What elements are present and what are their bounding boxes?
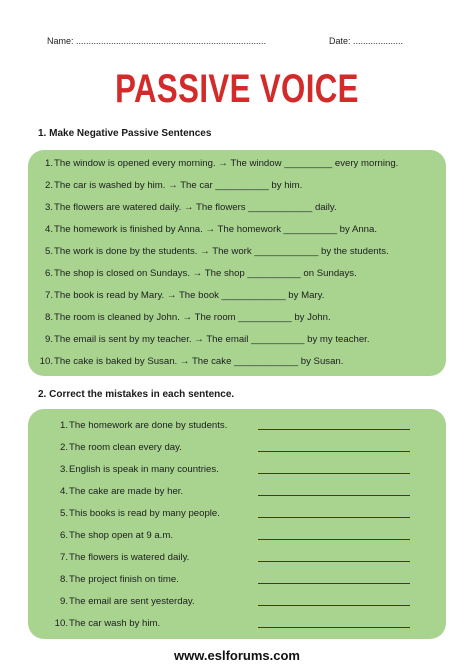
answer-line[interactable] [258, 605, 410, 606]
item-number: 5. [44, 246, 53, 257]
item-sentence: The window is opened every morning. → The window _________ every morning. [54, 158, 399, 169]
item-sentence: The work is done by the students. → The work ____________ by the students. [54, 246, 389, 257]
item-sentence: The car wash by him. [69, 618, 161, 629]
item-sentence: The homework is finished by Anna. → The homework __________ by Anna. [54, 224, 378, 235]
item-number: 4. [59, 486, 68, 497]
section2-panel [28, 409, 446, 639]
section2-item [28, 461, 446, 479]
section2-item [28, 571, 446, 589]
section2-item [28, 483, 446, 501]
item-sentence: The email is sent by my teacher. → The email __________ by my teacher. [54, 334, 370, 345]
item-sentence: The flowers is watered daily. [69, 552, 190, 563]
item-number: 3. [44, 202, 53, 213]
item-sentence: The book is read by Mary. → The book ____________ by Mary. [54, 290, 325, 301]
item-sentence: The email are sent yesterday. [69, 596, 195, 607]
item-sentence: The room clean every day. [69, 442, 182, 453]
date-line: Date: .................... [329, 36, 404, 46]
item-number: 8. [44, 312, 53, 323]
section1-item [28, 309, 446, 327]
section2-item [28, 615, 446, 633]
section2-item [28, 527, 446, 545]
section2-item [28, 505, 446, 523]
item-sentence: English is speak in many countries. [69, 464, 219, 475]
item-number: 1. [59, 420, 68, 431]
section1-item [28, 331, 446, 349]
answer-line[interactable] [258, 583, 410, 584]
name-line: Name: ............................................................................ [47, 36, 267, 46]
answer-line[interactable] [258, 451, 410, 452]
item-sentence: This books is read by many people. [69, 508, 220, 519]
item-sentence: The flowers are watered daily. → The flowers ____________ daily. [54, 202, 337, 213]
section1-item [28, 199, 446, 217]
section1-item [28, 287, 446, 305]
item-number: 4. [44, 224, 53, 235]
item-sentence: The shop open at 9 a.m. [69, 530, 173, 541]
item-number: 9. [44, 334, 53, 345]
item-number: 2. [44, 180, 53, 191]
section1-item [28, 177, 446, 195]
item-number: 1. [44, 158, 53, 169]
item-number: 5. [59, 508, 68, 519]
item-number: 10. [39, 356, 53, 367]
item-sentence: The cake are made by her. [69, 486, 184, 497]
answer-line[interactable] [258, 495, 410, 496]
item-sentence: The car is washed by him. → The car __________ by him. [54, 180, 303, 191]
footer-website: www.eslforums.com [174, 648, 300, 663]
item-sentence: The project finish on time. [69, 574, 179, 585]
item-number: 3. [59, 464, 68, 475]
section1-item [28, 155, 446, 173]
item-number: 6. [44, 268, 53, 279]
item-number: 10. [54, 618, 68, 629]
section1-item [28, 221, 446, 239]
item-number: 6. [59, 530, 68, 541]
answer-line[interactable] [258, 627, 410, 628]
section1-panel [28, 150, 446, 376]
item-sentence: The homework are done by students. [69, 420, 228, 431]
item-sentence: The room is cleaned by John. → The room __________ by John. [54, 312, 331, 323]
item-sentence: The cake is baked by Susan. → The cake ____________ by Susan. [54, 356, 344, 367]
answer-line[interactable] [258, 429, 410, 430]
section2-item [28, 593, 446, 611]
answer-line[interactable] [258, 473, 410, 474]
section1-item [28, 353, 446, 371]
answer-line[interactable] [258, 539, 410, 540]
section2-item [28, 417, 446, 435]
answer-line[interactable] [258, 561, 410, 562]
section1-heading: 1. Make Negative Passive Sentences [38, 128, 212, 139]
item-number: 2. [59, 442, 68, 453]
item-number: 7. [59, 552, 68, 563]
section2-heading: 2. Correct the mistakes in each sentence. [38, 389, 235, 400]
section2-item [28, 439, 446, 457]
item-number: 7. [44, 290, 53, 301]
item-number: 9. [59, 596, 68, 607]
section1-item [28, 265, 446, 283]
section1-item [28, 243, 446, 261]
page-title: PASSIVE VOICE [115, 67, 359, 111]
section2-item [28, 549, 446, 567]
item-number: 8. [59, 574, 68, 585]
answer-line[interactable] [258, 517, 410, 518]
item-sentence: The shop is closed on Sundays. → The shop __________ on Sundays. [54, 268, 357, 279]
